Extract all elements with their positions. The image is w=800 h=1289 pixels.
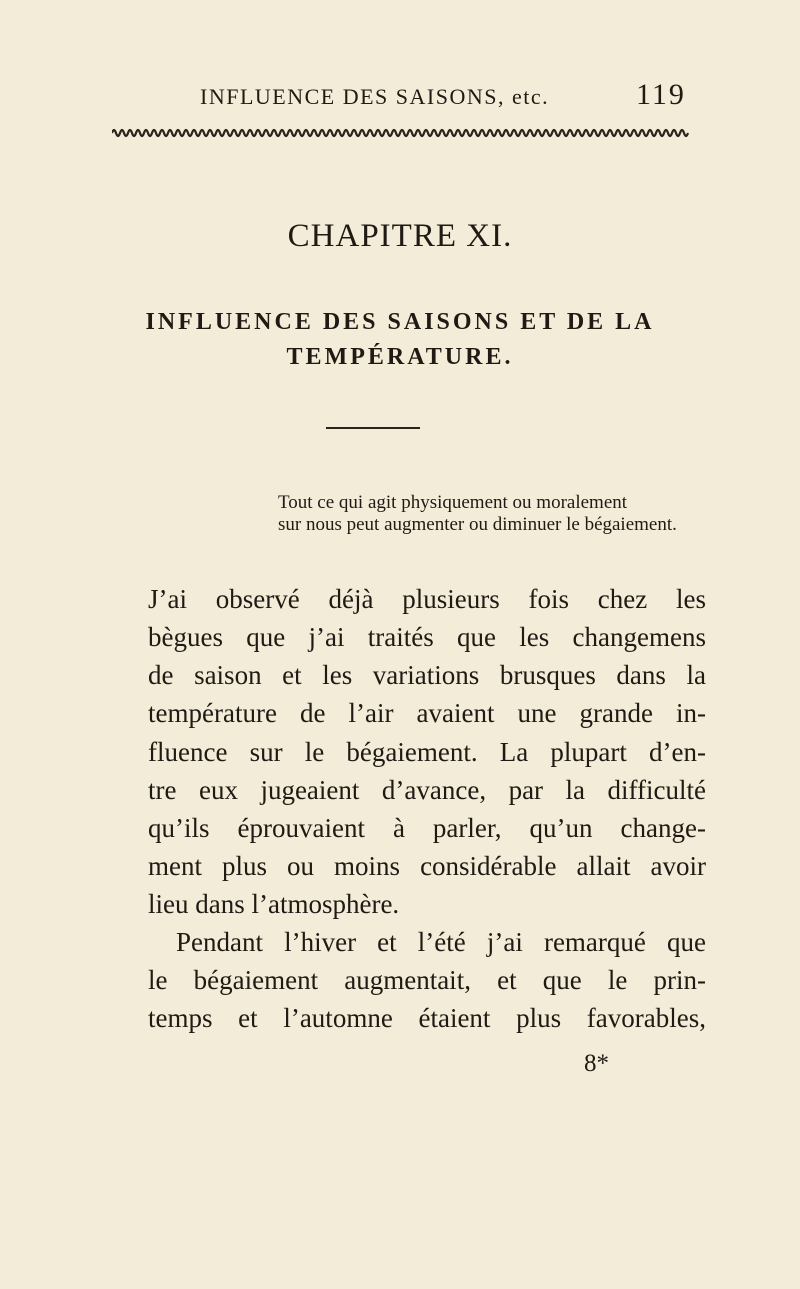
running-head [200,78,686,118]
section-divider [326,427,420,429]
body-line-12: temps et l’automne étaient plus favorables, [148,1003,706,1033]
body-line-10: Pendant l’hiver et l’été j’ai remarqué que [176,927,706,957]
body-line-11: le bégaiement augmentait, et que le prin- [148,965,706,995]
page-number: 119 [636,78,686,111]
chapter-title: CHAPITRE XI. [287,218,513,254]
body-line-9: lieu dans l’atmosphère. [148,889,400,919]
ornamental-wavy-rule [112,126,690,140]
body-line-2: bègues que j’ai traités que les changemens [148,622,706,652]
body-line-5: fluence sur le bégaiement. La plupart d’en- [148,737,706,767]
body-line-3: de saison et les variations brusques dans la [148,660,706,690]
body-line-6: tre eux jugeaient d’avance, par la difficulté [148,775,706,805]
body-line-7: qu’ils éprouvaient à parler, qu’un change- [148,813,706,843]
chapter-heading-line-2: TEMPÉRATURE. [286,344,514,370]
running-title: INFLUENCE DES SAISONS, etc. [200,84,550,109]
body-line-8: ment plus ou moins considérable allait avoir [148,851,706,881]
body-line-4: température de l’air avaient une grande in- [148,698,706,728]
body-line-1: J’ai observé déjà plusieurs fois chez les [148,584,706,614]
signature-mark: 8* [584,1050,609,1077]
epigraph-line-1: Tout ce qui agit physiquement ou moralement [278,492,628,513]
epigraph-line-2: sur nous peut augmenter ou diminuer le bégaiement. [278,514,677,535]
chapter-heading-line-1: INFLUENCE DES SAISONS ET DE LA [145,309,655,335]
